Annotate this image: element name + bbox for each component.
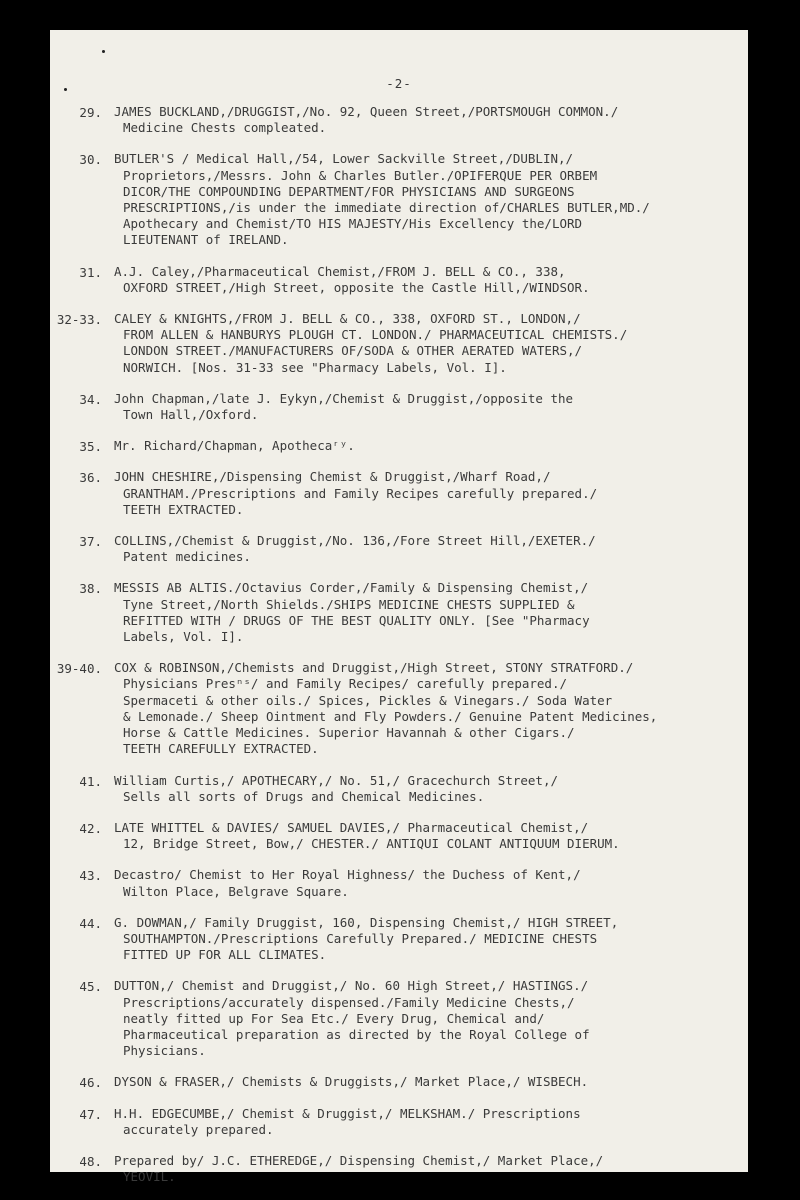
entry-line: William Curtis,/ APOTHECARY,/ No. 51,/ Gracechurch Street,/: [114, 772, 559, 788]
entry-item: [79, 914, 744, 964]
entry-line: OXFORD STREET,/High Street, opposite the Castle Hill,/WINDSOR.: [123, 279, 590, 295]
entry-line: G. DOWMAN,/ Family Druggist, 160, Dispensing Chemist,/ HIGH STREET,: [114, 914, 619, 930]
entry-line: FITTED UP FOR ALL CLIMATES.: [123, 947, 327, 963]
entry-text: [114, 469, 744, 518]
entry-number: 37.: [79, 534, 102, 550]
entry-item: [79, 1074, 744, 1091]
entry-line: Town Hall,/Oxford.: [123, 407, 259, 423]
entry-line: JOHN CHESHIRE,/Dispensing Chemist & Druggist,/Wharf Road,/: [114, 469, 551, 485]
speck-mark: [102, 50, 105, 53]
entry-item: [79, 580, 744, 645]
entry-item: [79, 772, 744, 805]
entry-item: [79, 104, 744, 136]
entry-text: [114, 1074, 744, 1090]
entry-line: Spermaceti & other oils./ Spices, Pickles & Vinegars./ Soda Water: [123, 692, 613, 708]
entry-line: LIEUTENANT of IRELAND.: [123, 232, 289, 248]
entry-item: [79, 390, 744, 423]
entry-line: BUTLER'S / Medical Hall,/54, Lower Sackville Street,/DUBLIN,/: [114, 151, 574, 167]
entry-line: CALEY & KNIGHTS,/FROM J. BELL & CO., 338, OXFORD ST., LONDON,/: [114, 311, 581, 327]
entry-item: [56, 311, 744, 376]
entry-item: [79, 151, 744, 248]
entry-line: H.H. EDGECUMBE,/ Chemist & Druggist,/ MELKSHAM./ Prescriptions: [114, 1105, 581, 1121]
entry-line: PRESCRIPTIONS,/is under the immediate direction of/CHARLES BUTLER,MD./: [123, 200, 650, 216]
entry-item: [79, 263, 744, 296]
entry-line: Prepared by/ J.C. ETHEREDGE,/ Dispensing Chemist,/ Market Place,/: [114, 1152, 604, 1168]
entry-line: Horse & Cattle Medicines. Superior Havannah & other Cigars./: [123, 725, 575, 741]
entry-line: REFITTED WITH / DRUGS OF THE BEST QUALITY ONLY. [See "Pharmacy: [123, 612, 590, 628]
entry-number: 30.: [79, 152, 102, 168]
entry-line: Proprietors,/Messrs. John & Charles Butler./OPIFERQUE PER ORBEM: [123, 167, 598, 183]
entry-line: Physicians Presⁿˢ/ and Family Recipes/ carefully prepared./: [123, 676, 568, 692]
entry-line: accurately prepared.: [123, 1121, 274, 1137]
entry-text: [114, 580, 744, 645]
entry-text: [114, 978, 744, 1059]
entry-number: 47.: [79, 1106, 102, 1122]
entry-number: 39-40.: [56, 661, 102, 677]
entry-line: YEOVIL.: [123, 1169, 176, 1185]
entry-line: TEETH CAREFULLY EXTRACTED.: [123, 741, 319, 757]
entry-number: 35.: [79, 439, 102, 455]
entry-line: & Lemonade./ Sheep Ointment and Fly Powders./ Genuine Patent Medicines,: [123, 708, 658, 724]
entry-line: Labels, Vol. I].: [123, 629, 244, 645]
entry-line: neatly fitted up For Sea Etc./ Every Drug, Chemical and/: [123, 1010, 545, 1026]
entry-line: Pharmaceutical preparation as directed by the Royal College of: [123, 1026, 590, 1042]
entry-item: [79, 438, 744, 455]
entry-line: LONDON STREET./MANUFACTURERS OF/SODA & OTHER AERATED WATERS,/: [123, 343, 583, 359]
entry-line: Sells all sorts of Drugs and Chemical Medicines.: [123, 788, 485, 804]
entry-line: TEETH EXTRACTED.: [123, 501, 244, 517]
entry-text: [114, 1153, 744, 1185]
entry-text: [114, 438, 744, 454]
entry-list: [56, 104, 744, 1200]
entry-line: Decastro/ Chemist to Her Royal Highness/ the Duchess of Kent,/: [114, 867, 581, 883]
entry-item: [79, 469, 744, 518]
entry-line: LATE WHITTEL & DAVIES/ SAMUEL DAVIES,/ Pharmaceutical Chemist,/: [114, 819, 589, 835]
entry-number: 41.: [79, 773, 102, 789]
entry-item: [79, 867, 744, 899]
page-number: -2-: [386, 76, 412, 91]
entry-line: FROM ALLEN & HANBURYS PLOUGH CT. LONDON./ PHARMACEUTICAL CHEMISTS./: [123, 327, 628, 343]
entry-line: DICOR/THE COMPOUNDING DEPARTMENT/FOR PHYSICIANS AND SURGEONS: [123, 183, 575, 199]
entry-text: [114, 533, 744, 565]
entry-line: A.J. Caley,/Pharmaceutical Chemist,/FROM J. BELL & CO., 338,: [114, 263, 566, 279]
entry-text: [114, 867, 744, 899]
entry-number: 34.: [79, 391, 102, 407]
entry-line: NORWICH. [Nos. 31-33 see "Pharmacy Labels, Vol. I].: [123, 359, 507, 375]
entry-text: [114, 311, 744, 376]
entry-number: 29.: [79, 105, 102, 120]
entry-item: [79, 1152, 744, 1185]
entry-line: GRANTHAM./Prescriptions and Family Recipes carefully prepared./: [123, 485, 598, 501]
entry-line: Mr. Richard/Chapman, Apothecaʳʸ.: [114, 438, 355, 454]
entry-number: 48.: [79, 1153, 102, 1169]
entry-line: DUTTON,/ Chemist and Druggist,/ No. 60 High Street,/ HASTINGS./: [114, 978, 589, 994]
entry-text: [114, 773, 744, 805]
entry-line: DYSON & FRASER,/ Chemists & Druggists,/ Market Place,/ WISBECH.: [114, 1074, 589, 1090]
entry-line: Patent medicines.: [123, 549, 251, 565]
entry-item: [79, 1105, 744, 1138]
entry-number: 31.: [79, 264, 102, 280]
entry-line: Tyne Street,/North Shields./SHIPS MEDICINE CHESTS SUPPLIED &: [123, 596, 575, 612]
entry-number: 38.: [79, 581, 102, 597]
entry-line: Medicine Chests compleated.: [123, 120, 327, 136]
entry-line: Apothecary and Chemist/TO HIS MAJESTY/His Excellency the/LORD: [123, 216, 583, 232]
entry-number: 45.: [79, 979, 102, 995]
entry-line: JAMES BUCKLAND,/DRUGGIST,/No. 92, Queen Street,/PORTSMOUGH COMMON./: [114, 104, 619, 119]
entry-line: John Chapman,/late J. Eykyn,/Chemist & Druggist,/opposite the: [114, 390, 574, 406]
entry-text: [114, 264, 744, 296]
entry-number: 32-33.: [56, 312, 102, 328]
entry-number: 36.: [79, 470, 102, 486]
entry-item: [79, 819, 744, 852]
entry-line: 12, Bridge Street, Bow,/ CHESTER./ ANTIQUI COLANT ANTIQUUM DIERUM.: [123, 836, 620, 852]
entry-line: COLLINS,/Chemist & Druggist,/No. 136,/Fore Street Hill,/EXETER./: [114, 533, 596, 549]
entry-text: [114, 104, 744, 136]
entry-text: [114, 151, 744, 248]
entry-line: COX & ROBINSON,/Chemists and Druggist,/High Street, STONY STRATFORD./: [114, 660, 634, 676]
entry-number: 43.: [79, 868, 102, 884]
entry-text: [114, 660, 744, 757]
document-page: [50, 30, 748, 1185]
entry-line: MESSIS AB ALTIS./Octavius Corder,/Family & Dispensing Chemist,/: [114, 580, 589, 596]
entry-text: [114, 915, 744, 964]
entry-item: [79, 533, 744, 565]
entry-item: [79, 978, 744, 1059]
entry-number: 44.: [79, 915, 102, 931]
entry-line: Prescriptions/accurately dispensed./Family Medicine Chests,/: [123, 994, 575, 1010]
entry-line: SOUTHAMPTON./Prescriptions Carefully Prepared./ MEDICINE CHESTS: [123, 930, 598, 946]
entry-text: [114, 391, 744, 423]
entry-number: 42.: [79, 820, 102, 836]
entry-text: [114, 820, 744, 852]
entry-text: [114, 1106, 744, 1138]
entry-item: [56, 660, 744, 757]
entry-line: Physicians.: [123, 1043, 206, 1059]
entry-line: Wilton Place, Belgrave Square.: [123, 883, 349, 899]
entry-number: 46.: [79, 1075, 102, 1091]
